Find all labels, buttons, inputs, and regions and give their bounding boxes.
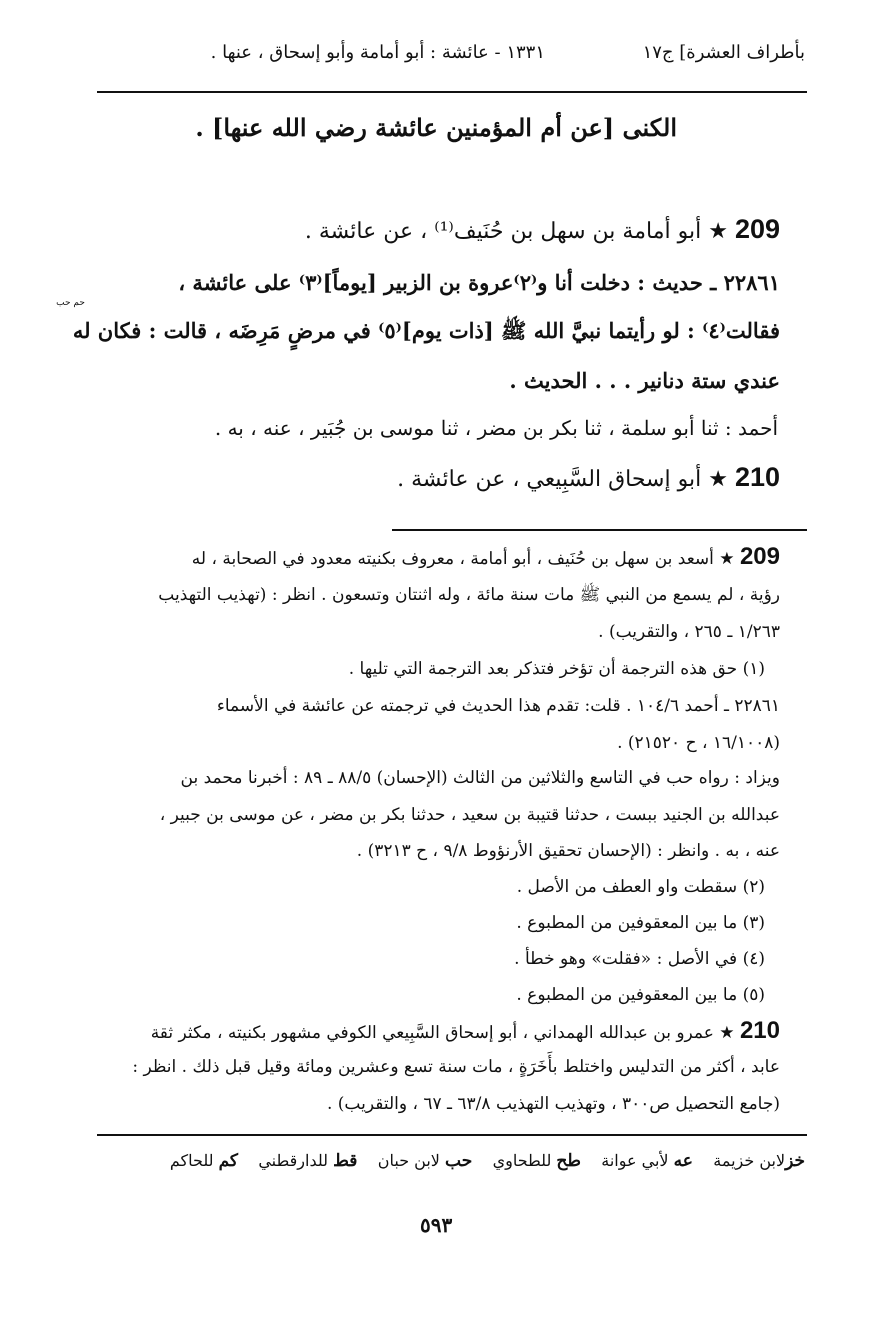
footnote-209-line-2: رؤية ، لم يسمع من النبي ﷺ مات سنة مائة ، وله اثنتان وتسعون . انظر : (تهذيب التهذيب — [158, 585, 780, 605]
note-text: عمرو بن عبدالله الهمداني ، أبو إسحاق السَّبِيعي الكوفي مشهور بكنيته ، مكثر ثقة — [150, 1023, 714, 1043]
legend-item: حب لابن حبان — [377, 1151, 473, 1171]
abbreviation-legend — [170, 1151, 805, 1171]
star-icon: ★ — [708, 219, 728, 244]
chapter-title: الكنى [عن أم المؤمنين عائشة رضي الله عنها] . — [195, 113, 677, 142]
legend-rule — [97, 1134, 807, 1136]
legend-item: عه لأبي عوانة — [601, 1151, 693, 1171]
entry-text: أبو أمامة بن سهل بن حُنَيف⁽¹⁾ ، عن عائشة . — [304, 219, 702, 244]
hadith-note-line-1: ٢٢٨٦١ ـ أحمد ١٠٤/٦ . قلت: تقدم هذا الحديث في ترجمته عن عائشة في الأسماء — [216, 696, 780, 716]
hadith-line-2: فقالت⁽٤⁾ : لو رأيتما نبيَّ الله ﷺ [ذات يوم]⁽٥⁾ في مرضٍ مَرِضَه ، قالت : فكان له — [72, 318, 780, 343]
footnote-210-line-3: (جامع التحصيل ص٣٠٠ ، وتهذيب التهذيب ٦٣/٨ ـ ٦٧ ، والتقريب) . — [326, 1094, 780, 1114]
footnote-209-line-3: ١/٢٦٣ ـ ٢٦٥ ، والتقريب) . — [598, 622, 780, 642]
footnote-210-line-2: عابد ، أكثر من التدليس واختلط بأَخَرَةٍ ، مات سنة تسع وعشرين ومائة وقيل قبل ذلك . انظر : — [132, 1057, 780, 1077]
footnote-1: (١) حق هذه الترجمة أن تؤخر فتذكر بعد الترجمة التي تليها . — [348, 659, 765, 679]
addition-line-2: عبدالله بن الجنيد ببست ، حدثنا قتيبة بن سعيد ، حدثنا بكر بن مضر ، عن موسى بن جبير ، — [159, 805, 780, 825]
entry-number: 210 — [734, 462, 780, 492]
star-icon: ★ — [719, 549, 735, 569]
footnote-3: (٣) ما بين المعقوفين من المطبوع . — [516, 913, 765, 933]
hadith-note-line-2: (١٦/١٠٠٨ ، ح ٢١٥٢٠) . — [617, 733, 780, 753]
page-number: ٥٩٣ — [420, 1213, 453, 1237]
footnote-4: (٤) في الأصل : «فقلت» وهو خطأ . — [514, 949, 765, 969]
addition-line-1: ويزاد : رواه حب في التاسع والثلاثين من الثالث (الإحسان) ٨٨/٥ ـ ٨٩ : أخبرنا محمد بن — [180, 768, 780, 788]
book-title-header: بأطراف العشرة] ج١٧ — [642, 42, 805, 63]
star-icon: ★ — [719, 1023, 735, 1043]
hadith-line-3: عندي ستة دنانير . . . الحديث . — [509, 368, 780, 393]
hadith-line-1: ٢٢٨٦١ ـ حديث : دخلت أنا و⁽٢⁾عروة بن الزبير [يوماً]⁽٣⁾ على عائشة ، — [178, 270, 780, 295]
note-text: أسعد بن سهل بن حُنَيف ، أبو أمامة ، معروف بكنيته معدود في الصحابة ، له — [191, 549, 714, 569]
note-number: 210 — [739, 1017, 780, 1044]
footnote-210-line-1 — [151, 1017, 780, 1045]
entry-number: 209 — [734, 214, 780, 244]
entry-210 — [397, 462, 780, 493]
footnote-209-line-1 — [192, 543, 780, 571]
footnote-separator — [392, 529, 807, 531]
footnote-2: (٢) سقطت واو العطف من الأصل . — [516, 877, 765, 897]
legend-item: كم للحاكم — [169, 1151, 238, 1171]
running-head: ١٣٣١ - عائشة : أبو أمامة وأبو إسحاق ، عنها . — [210, 42, 545, 63]
legend-item: خزلابن خزيمة — [713, 1151, 805, 1171]
legend-item: قط للدارقطني — [258, 1151, 358, 1171]
addition-line-3: عنه ، به . وانظر : (الإحسان تحقيق الأرنؤوط ٩/٨ ، ح ٣٢١٣) . — [356, 841, 780, 861]
isnad-chain: أحمد : ثنا أبو سلمة ، ثنا بكر بن مضر ، ثنا موسى بن جُبَير ، عنه ، به . — [214, 416, 778, 440]
footnote-5: (٥) ما بين المعقوفين من المطبوع . — [516, 985, 765, 1005]
source-sigla: حم حب — [56, 298, 85, 308]
star-icon: ★ — [708, 467, 728, 492]
entry-209 — [305, 214, 780, 245]
note-number: 209 — [739, 543, 780, 570]
entry-text: أبو إسحاق السَّبِيعي ، عن عائشة . — [397, 467, 702, 492]
header-rule — [97, 91, 807, 93]
legend-item: طح للطحاوي — [492, 1151, 581, 1171]
